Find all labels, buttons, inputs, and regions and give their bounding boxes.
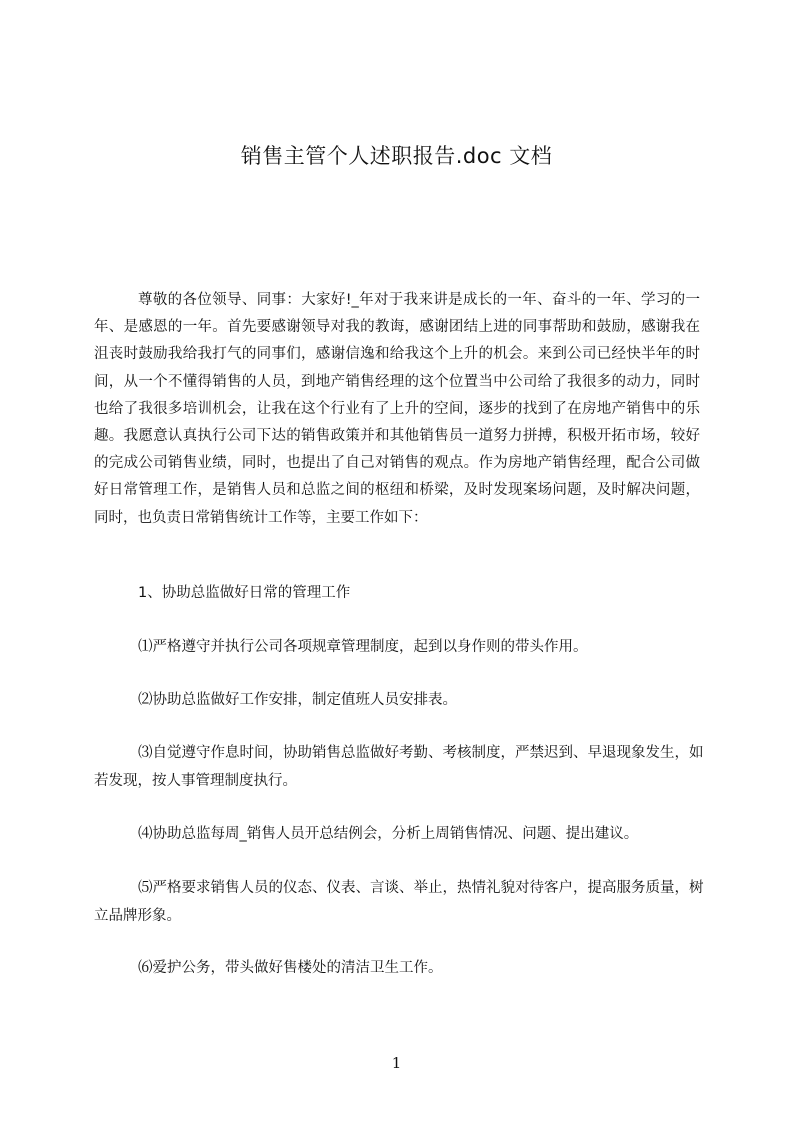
list-item: ⑸严格要求销售人员的仪态、仪表、言谈、举止，热情礼貌对待客户，提高服务质量，树立品牌形象。 xyxy=(94,880,704,924)
list-item: ⑴严格遵守并执行公司各项规章管理制度，起到以身作则的带头作用。 xyxy=(138,639,588,655)
list-item: ⑵协助总监做好工作安排，制定值班人员安排表。 xyxy=(138,692,457,708)
document-title: 销售主管个人述职报告.doc 文档 xyxy=(240,144,553,168)
intro-paragraph: 尊敬的各位领导、同事：大家好!_年对于我来讲是成长的一年、奋斗的一年、学习的一年、是感恩的一年。首先要感谢领导对我的教诲，感谢团结上进的同事帮助和鼓励，感谢我在沮丧时鼓励我给我打气的同事们，感谢信逸和给我这个上升的机会。来到公司已经快半年的时间，从一个不懂得销售的人员，到地产销售经理的这个位置当中公司给了我很多的动力，同时也给了我很多培训机会，让我在这个行业有了上升的空间，逐步的找到了在房地产销售中的乐趣。我愿意认真执行公司下达的销售政策并和其他销售员一道努力拼搏，积极开拓市场，较好的完成公司销售业绩，同时，也提出了自己对销售的观点。作为房地产销售经理，配合公司做好日常管理工作，是销售人员和总监之间的枢纽和桥梁，及时发现案场问题，及时解决问题，同时，也负责日常销售统计工作等，主要工作如下： xyxy=(94,292,700,526)
list-item: ⑷协助总监每周_销售人员开总结例会，分析上周销售情况、问题、提出建议。 xyxy=(138,826,639,842)
section-heading: 1、协助总监做好日常的管理工作 xyxy=(138,585,351,601)
page-number: 1 xyxy=(391,1054,402,1072)
list-item: ⑶自觉遵守作息时间，协助销售总监做好考勤、考核制度，严禁迟到、早退现象发生，如若发现，按人事管理制度执行。 xyxy=(94,745,704,789)
list-item: ⑹爱护公务，带头做好售楼处的清洁卫生工作。 xyxy=(138,960,443,976)
